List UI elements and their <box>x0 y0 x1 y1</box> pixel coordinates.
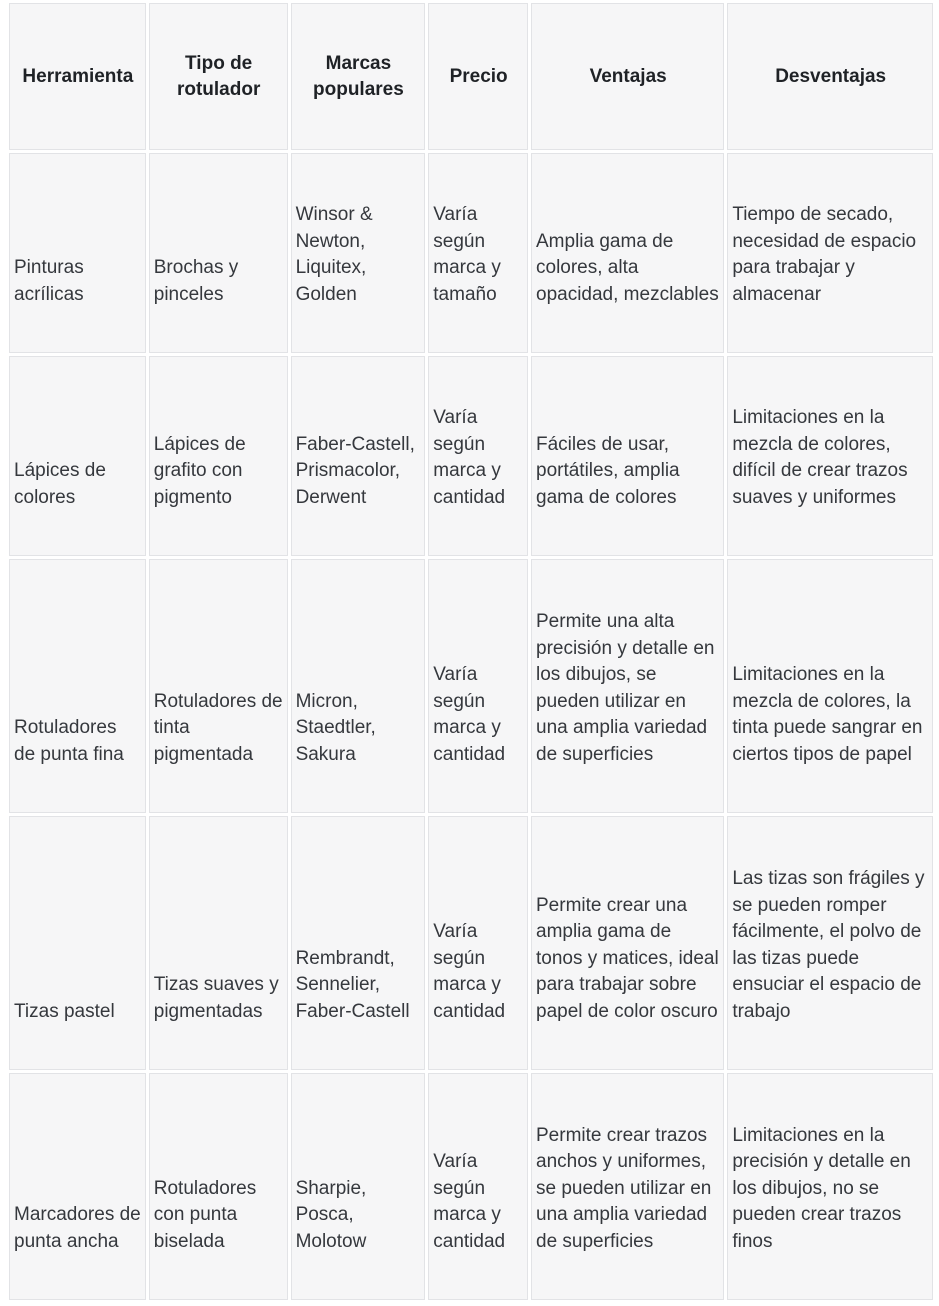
cell-tipo-rotulador: Rotuladores de tinta pigmentada <box>149 559 288 813</box>
cell-ventajas: Permite crear una amplia gama de tonos y matices, ideal para trabajar sobre papel de color oscuro <box>531 816 724 1070</box>
cell-desventajas: Limitaciones en la mezcla de colores, la tinta puede sangrar en ciertos tipos de papel <box>727 559 933 813</box>
cell-desventajas: Las tizas son frágiles y se pueden romper fácilmente, el polvo de las tizas puede ensuciar el espacio de trabajo <box>727 816 933 1070</box>
cell-precio: Varía según marca y cantidad <box>428 356 528 556</box>
header-desventajas: Desventajas <box>727 3 933 150</box>
header-ventajas: Ventajas <box>531 3 724 150</box>
cell-desventajas: Limitaciones en la precisión y detalle en los dibujos, no se pueden crear trazos finos <box>727 1073 933 1300</box>
header-precio: Precio <box>428 3 528 150</box>
cell-precio: Varía según marca y cantidad <box>428 1073 528 1300</box>
header-marcas-populares: Marcas populares <box>291 3 426 150</box>
table-row <box>9 816 933 1070</box>
cell-tipo-rotulador: Tizas suaves y pigmentadas <box>149 816 288 1070</box>
cell-herramienta: Lápices de colores <box>9 356 146 556</box>
table-row <box>9 1073 933 1300</box>
cell-marcas: Sharpie, Posca, Molotow <box>291 1073 426 1300</box>
cell-herramienta: Tizas pastel <box>9 816 146 1070</box>
comparison-table-container <box>6 0 936 1303</box>
cell-ventajas: Amplia gama de colores, alta opacidad, mezclables <box>531 153 724 353</box>
cell-tipo-rotulador: Lápices de grafito con pigmento <box>149 356 288 556</box>
cell-precio: Varía según marca y cantidad <box>428 559 528 813</box>
cell-precio: Varía según marca y cantidad <box>428 816 528 1070</box>
cell-tipo-rotulador: Brochas y pinceles <box>149 153 288 353</box>
table-row <box>9 559 933 813</box>
header-herramienta: Herramienta <box>9 3 146 150</box>
cell-marcas: Winsor & Newton, Liquitex, Golden <box>291 153 426 353</box>
cell-ventajas: Permite una alta precisión y detalle en los dibujos, se pueden utilizar en una amplia variedad de superficies <box>531 559 724 813</box>
cell-marcas: Faber-Castell, Prismacolor, Derwent <box>291 356 426 556</box>
cell-herramienta: Rotuladores de punta fina <box>9 559 146 813</box>
header-tipo-rotulador: Tipo de rotulador <box>149 3 288 150</box>
cell-ventajas: Fáciles de usar, portátiles, amplia gama de colores <box>531 356 724 556</box>
comparison-table <box>6 0 936 1303</box>
table-header-row <box>9 3 933 150</box>
cell-desventajas: Limitaciones en la mezcla de colores, difícil de crear trazos suaves y uniformes <box>727 356 933 556</box>
table-row <box>9 356 933 556</box>
cell-marcas: Micron, Staedtler, Sakura <box>291 559 426 813</box>
cell-herramienta: Pinturas acrílicas <box>9 153 146 353</box>
cell-precio: Varía según marca y tamaño <box>428 153 528 353</box>
cell-desventajas: Tiempo de secado, necesidad de espacio para trabajar y almacenar <box>727 153 933 353</box>
cell-marcas: Rembrandt, Sennelier, Faber-Castell <box>291 816 426 1070</box>
cell-tipo-rotulador: Rotuladores con punta biselada <box>149 1073 288 1300</box>
table-row <box>9 153 933 353</box>
cell-ventajas: Permite crear trazos anchos y uniformes, se pueden utilizar en una amplia variedad de superficies <box>531 1073 724 1300</box>
cell-herramienta: Marcadores de punta ancha <box>9 1073 146 1300</box>
